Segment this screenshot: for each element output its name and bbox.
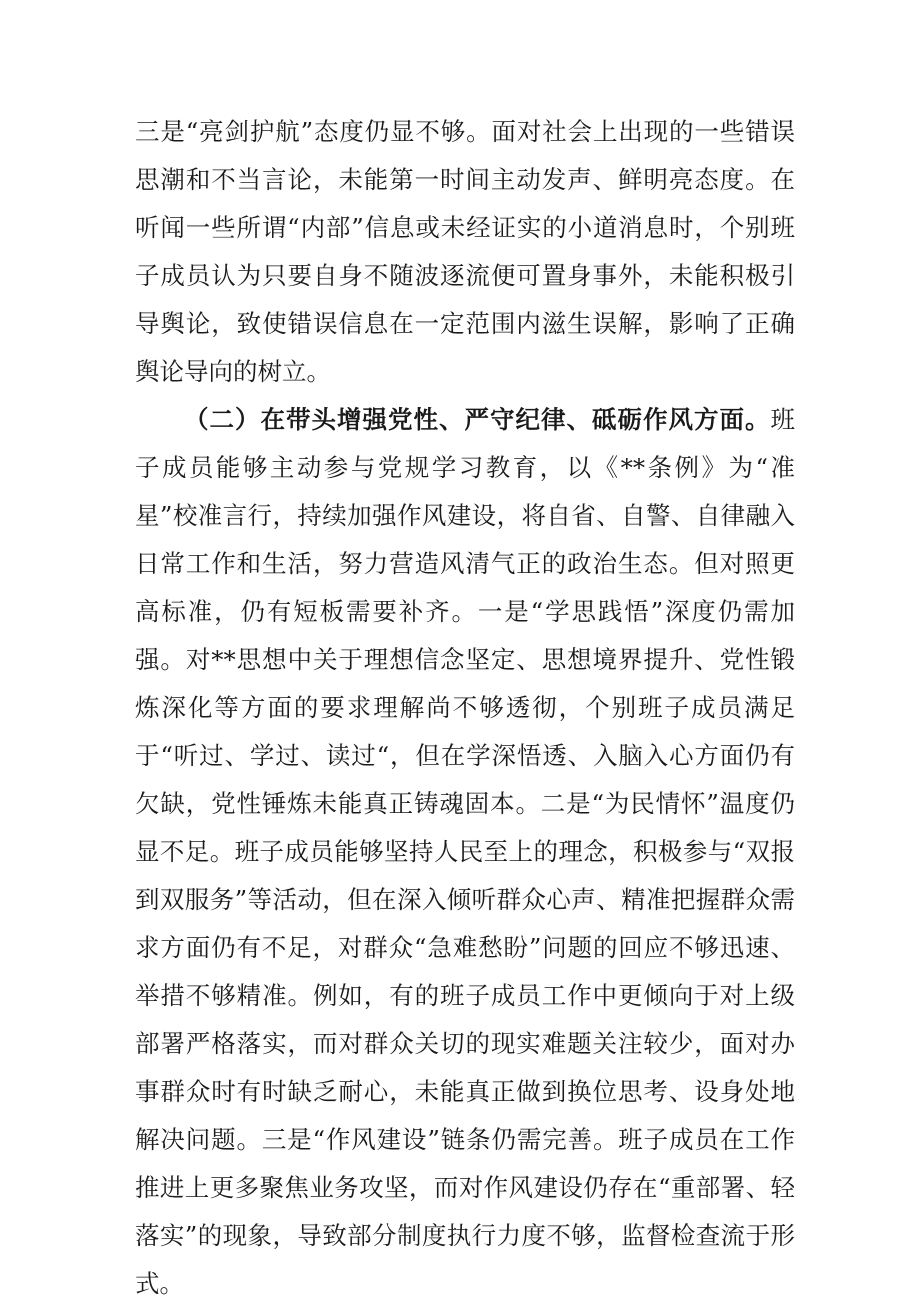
- document-body: [135, 108, 795, 1308]
- section-heading: （二）在带头增强党性、严守纪律、砥砺作风方面。: [184, 405, 771, 434]
- paragraph-1: 三是“亮剑护航”态度仍显不够。面对社会上出现的一些错误思潮和不当言论，未能第一时间主动发声、鲜明亮态度。在听闻一些所谓“内部”信息或未经证实的小道消息时，个别班子成员认为只要自身不随波逐流便可置身事外，未能积极引导舆论，致使错误信息在一定范围内滋生误解，影响了正确舆论导向的树立。: [135, 117, 795, 386]
- paragraph-2-body: 班子成员能够主动参与党规学习教育，以《**条例》为“准星”校准言行，持续加强作风建设，将自省、自警、自律融入日常工作和生活，努力营造风清气正的政治生态。但对照更高标准，仍有短板需要补齐。一是“学思践悟”深度仍需加强。对**思想中关于理想信念坚定、思想境界提升、党性锻炼深化等方面的要求理解尚不够透彻，个别班子成员满足于“听过、学过、读过“，但在学深悟透、入脑入心方面仍有欠缺，党性锤炼未能真正铸魂固本。二是“为民情怀”温度仍显不足。班子成员能够坚持人民至上的理念，积极参与“双报到双服务”等活动，但在深入倾听群众心声、精准把握群众需求方面仍有不足，对群众“急难愁盼”问题的回应不够迅速、举措不够精准。例如，有的班子成员工作中更倾向于对上级部署严格落实，而对群众关切的现实难题关注较少，面对办事群众时有时缺乏耐心，未能真正做到换位思考、设身处地解决问题。三是“作风建设”链条仍需完善。班子成员在工作推进上更多聚焦业务攻坚，而对作风建设仍存在“重部署、轻落实”的现象，导致部分制度执行力度不够，监督检查流于形式。: [135, 405, 795, 1298]
- paragraph-2: [135, 396, 795, 1308]
